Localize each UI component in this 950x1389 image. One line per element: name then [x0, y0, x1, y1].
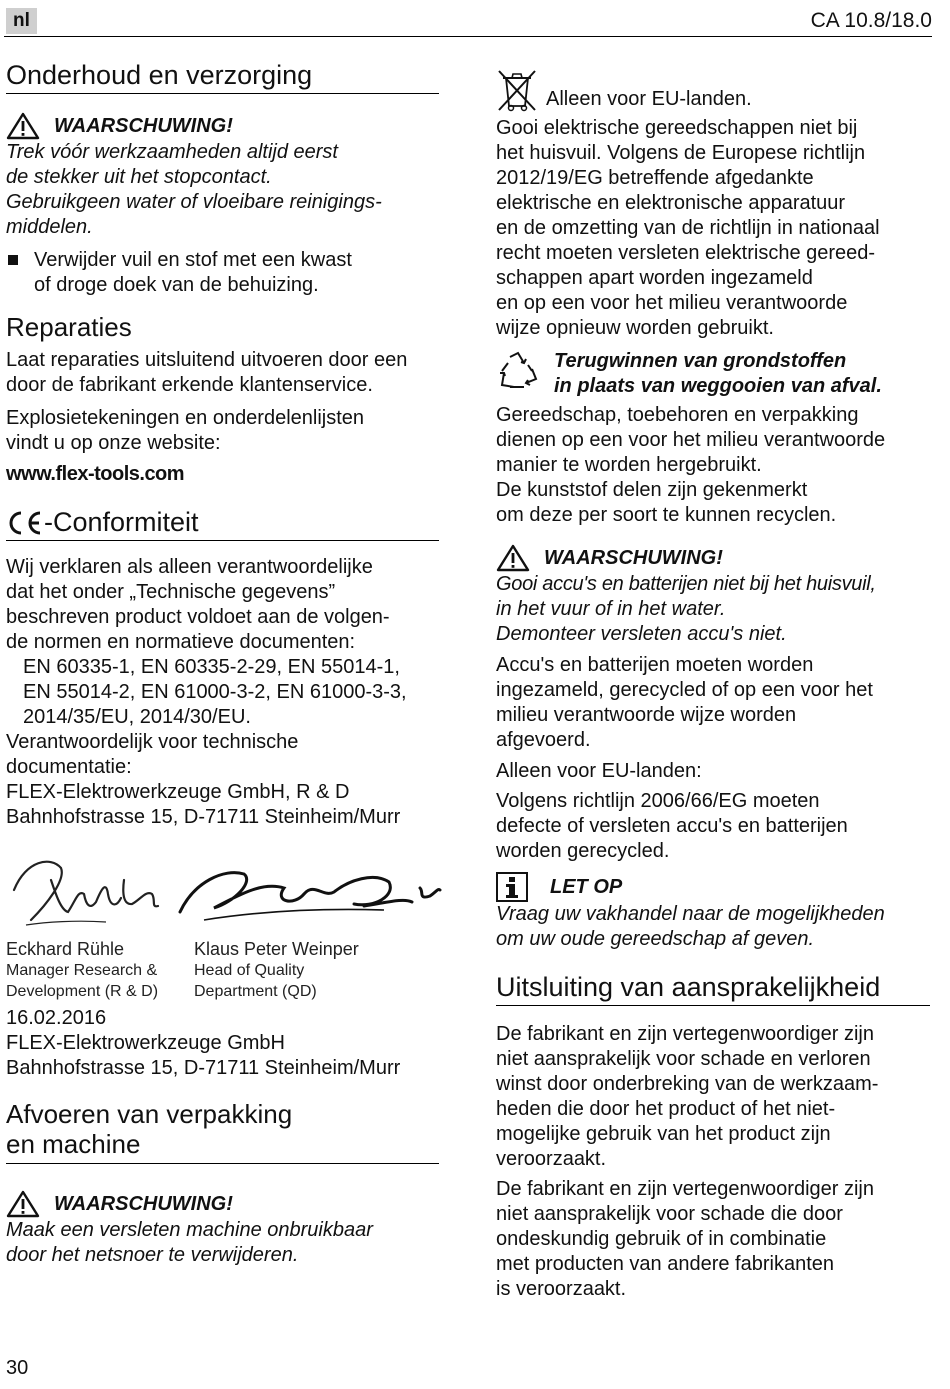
- eu-only-text: Alleen voor EU-landen.: [546, 88, 752, 110]
- recycle-line: dienen op een voor het milieu verantwoorde: [496, 429, 886, 451]
- battery-line: Accu's en batterijen moeten worden: [496, 654, 814, 676]
- liability-heading: Uitsluiting van aansprakelijkheid: [496, 972, 930, 1006]
- repairs-line: door de fabrikant erkende klantenservice.: [6, 374, 373, 396]
- recycle-title: Terugwinnen van grondstoffen: [554, 350, 847, 372]
- signature-weinper: [174, 862, 442, 928]
- battery-warning-header: [496, 544, 930, 572]
- maintenance-heading: Onderhoud en verzorging: [6, 60, 439, 94]
- conformity-line: Wij verklaren als alleen verantwoordelijke: [6, 556, 373, 578]
- signer-role: Department (QD): [194, 983, 317, 1000]
- conformity-title: -Conformiteit: [44, 507, 199, 537]
- warning-line: door het netsnoer te verwijderen.: [6, 1244, 299, 1266]
- signature-ruhle: [6, 850, 166, 930]
- liability-line: De fabrikant en zijn vertegenwoordiger zijn: [496, 1178, 874, 1200]
- note-label: LET OP: [550, 876, 623, 898]
- directive-line: defecte of versleten accu's en batterijen: [496, 815, 848, 837]
- weee-line: het huisvuil. Volgens de Europese richtlijn: [496, 142, 866, 164]
- company-line: FLEX-Elektrowerkzeuge GmbH: [6, 1032, 285, 1054]
- recycle-icon: [496, 349, 540, 393]
- documentation-line: documentatie:: [6, 756, 132, 778]
- liability-line: De fabrikant en zijn vertegenwoordiger zijn: [496, 1023, 874, 1045]
- page-number: 30: [6, 1357, 29, 1379]
- bullet-square-icon: [8, 255, 18, 265]
- bullet-line: Verwijder vuil en stof met een kwast: [34, 249, 352, 271]
- weee-line: elektrische en elektronische apparatuur: [496, 192, 846, 214]
- documentation-line: Bahnhofstrasse 15, D-71711 Steinheim/Murr: [6, 806, 401, 828]
- directive-line: Volgens richtlijn 2006/66/EG moeten: [496, 790, 820, 812]
- weee-header: [496, 68, 930, 112]
- standards-line: 2014/35/EU, 2014/30/EU.: [23, 706, 251, 728]
- warning-triangle-icon: [6, 112, 40, 140]
- signer-block: [6, 938, 439, 1002]
- repairs-line: Explosietekeningen en onderdelenlijsten: [6, 407, 365, 429]
- weee-line: schappen apart worden ingezameld: [496, 267, 813, 289]
- recycle-line: Gereedschap, toebehoren en verpakking: [496, 404, 859, 426]
- page-header: [4, 6, 932, 37]
- liability-line: met producten van andere fabrikanten: [496, 1253, 834, 1275]
- signature-date: 16.02.2016: [6, 1007, 107, 1029]
- liability-line: niet aansprakelijk voor schade en verloren: [496, 1048, 871, 1070]
- recycle-line: manier te worden hergebruikt.: [496, 454, 762, 476]
- note-line: om uw oude gereedschap af geven.: [496, 928, 814, 950]
- warning-line: de stekker uit het stopcontact.: [6, 166, 272, 188]
- conformity-line: de normen en normatieve documenten:: [6, 631, 356, 653]
- warning-line: Gooi accu's en batterijen niet bij het huisvuil,: [496, 573, 876, 595]
- battery-line: afgevoerd.: [496, 729, 591, 751]
- weee-line: en op een voor het milieu verantwoorde: [496, 292, 848, 314]
- signer-role: Head of Quality: [194, 962, 305, 979]
- language-badge: nl: [6, 8, 37, 34]
- website-link[interactable]: www.flex-tools.com: [6, 463, 185, 485]
- liability-line: niet aansprakelijk voor schade die door: [496, 1203, 843, 1225]
- recycle-title: in plaats van weggooien van afval.: [554, 375, 882, 397]
- liability-line: veroorzaakt.: [496, 1148, 607, 1170]
- weee-line: 2012/19/EG betreffende afgedankte: [496, 167, 814, 189]
- signatures: [6, 844, 439, 932]
- company-line: Bahnhofstrasse 15, D-71711 Steinheim/Murr: [6, 1057, 401, 1079]
- recycle-header: [496, 349, 930, 399]
- conformity-heading: [6, 507, 439, 541]
- cleaning-bullet: [6, 248, 439, 298]
- liability-line: mogelijke gebruik van het product zijn: [496, 1123, 831, 1145]
- warning-label: WAARSCHUWING!: [544, 547, 723, 569]
- warning-line: in het vuur of in het water.: [496, 598, 726, 620]
- warning-line: Demonteer versleten accu's niet.: [496, 623, 787, 645]
- documentation-line: Verantwoordelijk voor technische: [6, 731, 299, 753]
- disposal-title: Afvoeren van verpakking: [6, 1099, 293, 1129]
- info-icon: [496, 872, 528, 902]
- warning-triangle-icon: [6, 1190, 40, 1218]
- signer-role: Development (R & D): [6, 983, 159, 1000]
- disposal-title: en machine: [6, 1129, 141, 1159]
- battery-line: milieu verantwoorde wijze worden: [496, 704, 797, 726]
- liability-line: is veroorzaakt.: [496, 1278, 627, 1300]
- warning-triangle-icon: [496, 544, 530, 572]
- conformity-line: dat het onder „Technische gegevens”: [6, 581, 336, 603]
- right-column: [496, 68, 930, 1302]
- weee-line: en de omzetting van de richtlijn in nationaal: [496, 217, 880, 239]
- eu-only-text: Alleen voor EU-landen:: [496, 760, 702, 782]
- weee-line: Gooi elektrische gereedschappen niet bij: [496, 117, 858, 139]
- signer-name: Klaus Peter Weinper: [194, 939, 359, 959]
- warning-line: middelen.: [6, 216, 93, 238]
- warning-label: WAARSCHUWING!: [54, 1193, 233, 1215]
- disposal-heading: [6, 1099, 439, 1164]
- conformity-line: beschreven product voldoet aan de volgen-: [6, 606, 390, 628]
- repairs-heading: Reparaties: [6, 312, 132, 342]
- recycle-line: De kunststof delen zijn gekenmerkt: [496, 479, 808, 501]
- crossed-bin-icon: [496, 68, 538, 112]
- warning-line: Trek vóór werkzaamheden altijd eerst: [6, 141, 338, 163]
- liability-line: ondeskundig gebruik of in combinatie: [496, 1228, 827, 1250]
- left-column: [6, 60, 439, 1268]
- maintenance-warning-header: [6, 112, 439, 140]
- weee-line: recht moeten versleten elektrische gereed-: [496, 242, 876, 264]
- model-number: CA 10.8/18.0: [810, 9, 932, 32]
- directive-line: worden gerecycled.: [496, 840, 670, 862]
- note-line: Vraag uw vakhandel naar de mogelijkheden: [496, 903, 885, 925]
- standards-line: EN 55014-2, EN 61000-3-2, EN 61000-3-3,: [23, 681, 407, 703]
- repairs-line: Laat reparaties uitsluitend uitvoeren door een: [6, 349, 408, 371]
- ce-mark-icon: [6, 510, 44, 536]
- repairs-line: vindt u op onze website:: [6, 432, 221, 454]
- warning-line: Gebruikgeen water of vloeibare reinigings-: [6, 191, 382, 213]
- documentation-line: FLEX-Elektrowerkzeuge GmbH, R & D: [6, 781, 350, 803]
- battery-line: ingezameld, gerecycled of op een voor het: [496, 679, 873, 701]
- standards-line: EN 60335-1, EN 60335-2-29, EN 55014-1,: [23, 656, 400, 678]
- liability-line: winst door onderbreking van de werkzaam-: [496, 1073, 879, 1095]
- disposal-warning-header: [6, 1190, 439, 1218]
- signer-name: Eckhard Rühle: [6, 939, 125, 959]
- weee-line: wijze opnieuw worden gebruikt.: [496, 317, 774, 339]
- warning-label: WAARSCHUWING!: [54, 115, 233, 137]
- recycle-line: om deze per soort te kunnen recyclen.: [496, 504, 837, 526]
- liability-line: heden die door het product of het niet-: [496, 1098, 836, 1120]
- note-header: [496, 872, 930, 902]
- signer-role: Manager Research &: [6, 962, 158, 979]
- bullet-line: of droge doek van de behuizing.: [34, 274, 319, 296]
- warning-line: Maak een versleten machine onbruikbaar: [6, 1219, 373, 1241]
